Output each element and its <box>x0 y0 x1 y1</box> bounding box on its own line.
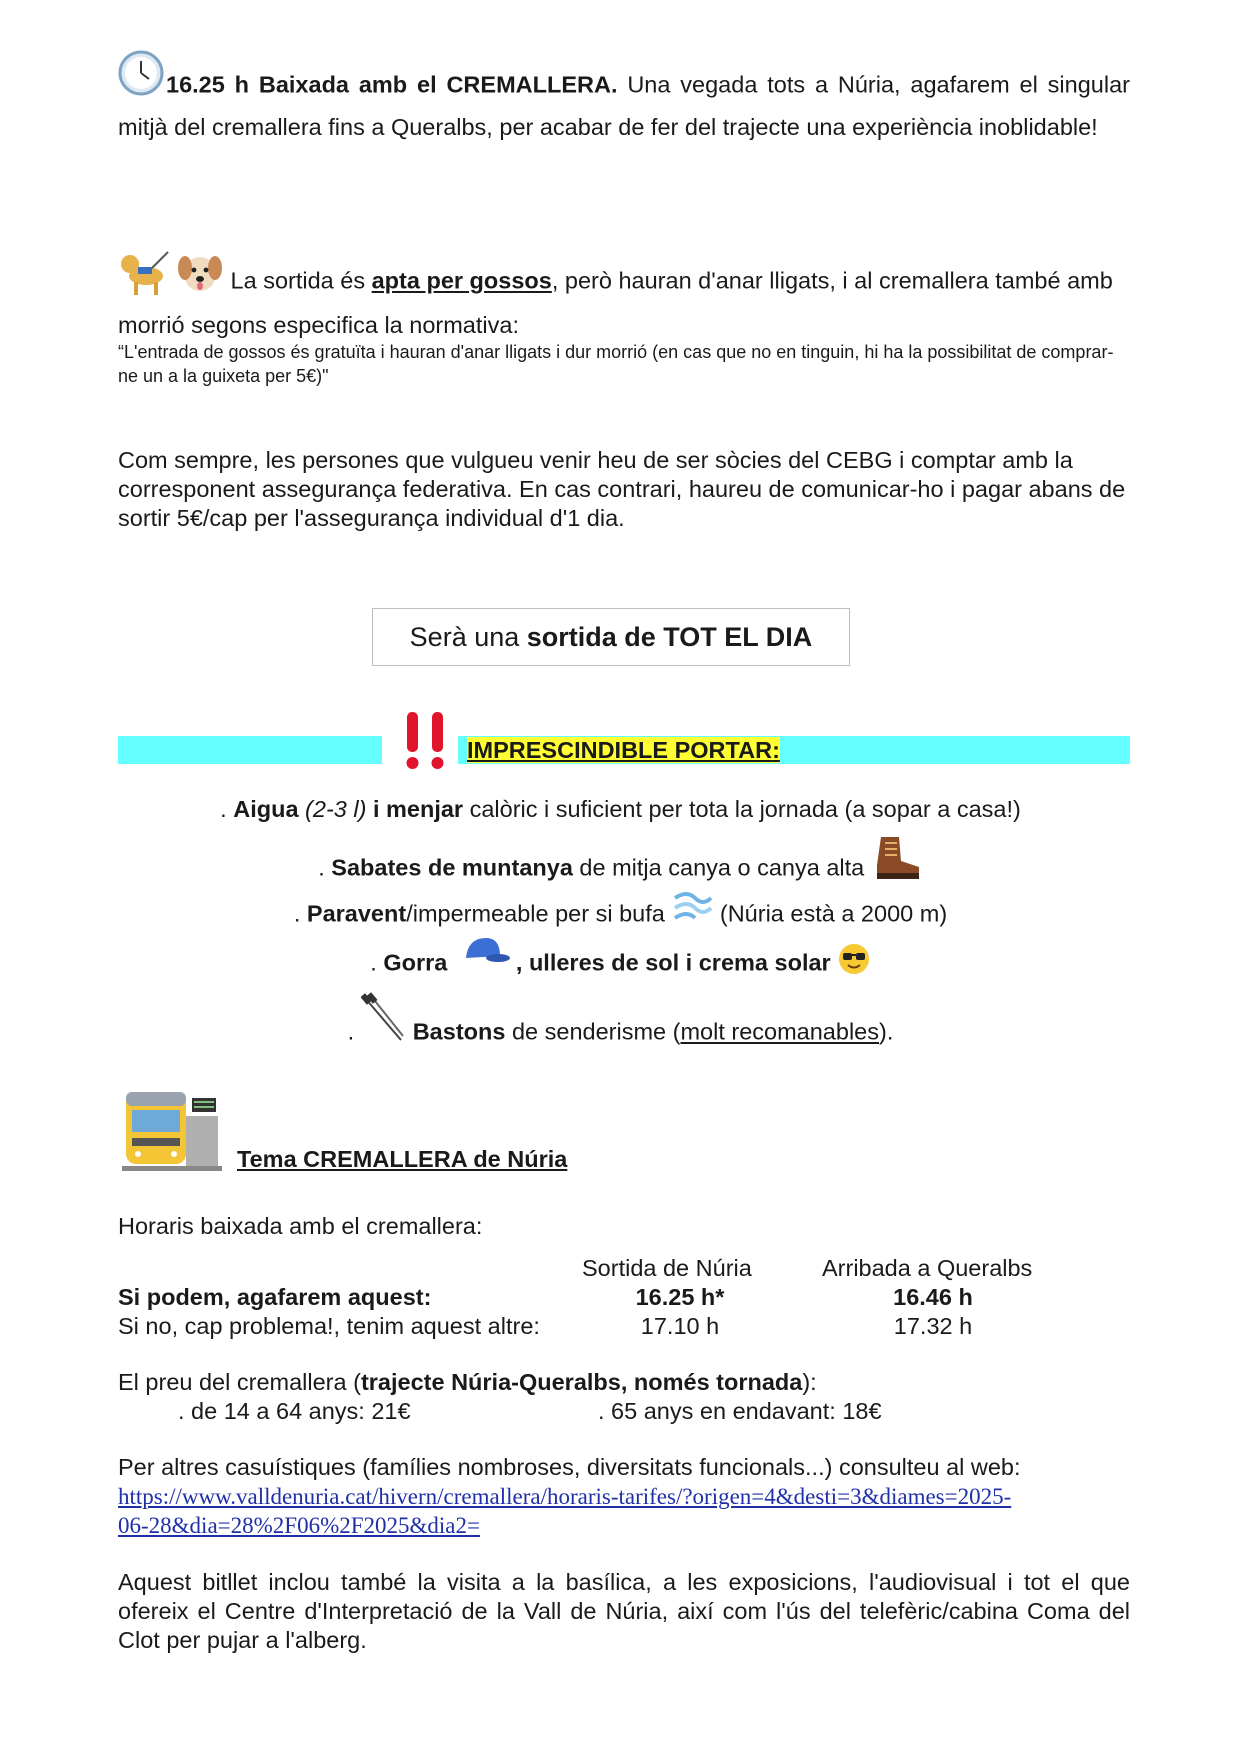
cremallera-section-heading: Tema CREMALLERA de Núria <box>237 1146 568 1172</box>
dogs-regulation-quote: “L'entrada de gossos és gratuïta i hauran d'anar lligats i dur morrió (en cas que no en tinguin, hi ha la possibilitat de comprar-ne un a la guixeta per 5€)" <box>118 342 1114 386</box>
bullet-dot: . <box>370 949 384 976</box>
row-arrival-primary: 16.46 h <box>893 1284 973 1310</box>
web-intro: Per altres casuístiques (famílies nombroses, diversitats funcionals...) consulteu al web: <box>118 1454 1021 1480</box>
sunglasses-face-icon <box>837 942 871 983</box>
ticket-paragraph: Aquest bitllet inclou també la visita a la basílica, a les exposicions, l'audiovisual i tot el que ofereix el Centre d'Interpretació de la Vall de Núria, així com l'ús del telefèric/cabina Coma del Clot per pujar a l'alberg. <box>118 1569 1130 1653</box>
price-heading <box>118 1368 817 1397</box>
bullet-dot: . <box>220 796 234 822</box>
paragraph-cremallera-descent <box>118 60 1130 142</box>
all-day-bold: sortida de TOT EL DIA <box>526 622 813 652</box>
clock-icon <box>118 50 164 103</box>
price-adult: . de 14 a 64 anys: 21€ <box>178 1398 411 1424</box>
item-italic: (2-3 l) <box>298 796 367 822</box>
item-underlined: molt recomanables <box>680 1018 879 1045</box>
highlight-bar-left <box>118 736 382 764</box>
imprescindible-title: IMPRESCINDIBLE PORTAR <box>467 737 773 763</box>
item-bold: Paravent <box>306 900 407 927</box>
boot-icon <box>871 835 923 888</box>
item-bold: Gorra <box>383 949 454 976</box>
item-boots <box>0 843 1241 896</box>
row-label-primary <box>118 1283 431 1312</box>
item-text: ). <box>879 1018 894 1045</box>
wind-icon <box>671 888 713 935</box>
item-text: calòric i suficient per tota la jornada (a sopar a casa!) <box>463 796 1021 822</box>
exclamation-icon <box>402 710 454 777</box>
cap-icon <box>460 934 510 975</box>
dogs-allowed-emphasis: apta per gossos <box>371 267 552 294</box>
trekking-poles-icon <box>361 992 407 1051</box>
price-senior: . 65 anys en endavant: 18€ <box>598 1398 882 1424</box>
col-header-arrival: Arribada a Queralbs <box>822 1255 1033 1281</box>
item-bold: Aigua <box>233 796 299 822</box>
item-windbreaker <box>0 892 1241 939</box>
insurance-paragraph: Com sempre, les persones que vulgueu venir heu de ser sòcies del CEBG i comptar amb la corresponent assegurança federativa. En cas contrari, haureu de comunicar-ho i pagar abans de sortir 5€/cap per l'assegurança individual d'1 dia. <box>118 447 1126 531</box>
bullet-dot: . <box>347 1018 361 1045</box>
bullet-dot: . <box>293 900 307 927</box>
dog-face-icon <box>176 248 224 305</box>
item-text: de senderisme ( <box>505 1018 681 1045</box>
imprescindible-colon: : <box>772 737 780 763</box>
time-heading: 16.25 h Baixada amb el CREMALLERA. <box>166 71 618 98</box>
col-header-departure: Sortida de Núria <box>582 1255 752 1281</box>
item-water-food <box>0 794 1241 824</box>
dogs-text-pre: La sortida és <box>224 267 372 294</box>
item-text: (Núria està a 2000 m) <box>713 900 948 927</box>
item-text: de mitja canya o canya alta <box>572 854 871 881</box>
item-text: /impermeable per si bufa <box>406 900 672 927</box>
item-bold: , ulleres de sol i crema solar <box>515 949 831 976</box>
imprescindible-heading <box>467 737 780 764</box>
row-departure-primary: 16.25 h* <box>635 1284 725 1310</box>
price-text-bold: trajecte Núria-Queralbs, només tornada <box>360 1369 803 1395</box>
row-label-text: Si podem, agafarem aquest: <box>118 1284 432 1310</box>
dogs-text-post: , però hauran d'anar lligats, i al cremallera també amb morrió segons especifica la normativa: <box>118 267 1113 338</box>
item-cap-sunglasses <box>0 944 1241 985</box>
all-day-notice-box <box>372 608 850 666</box>
item-bold: Sabates de muntanya <box>331 854 573 881</box>
tariffs-link-line2[interactable]: 06-28&dia=28%2F06%2F2025&dia2= <box>118 1513 480 1538</box>
train-icon <box>122 1086 222 1179</box>
price-text-pre: El preu del cremallera ( <box>118 1369 361 1395</box>
guide-dog-icon <box>118 248 172 305</box>
horaris-title: Horaris baixada amb el cremallera: <box>118 1213 483 1239</box>
item-bold: i menjar <box>366 796 464 822</box>
tariffs-link[interactable] <box>118 1482 1130 1540</box>
bullet-dot: . <box>318 854 332 881</box>
item-poles <box>0 1004 1241 1063</box>
row-departure-alternative: 17.10 h <box>640 1313 720 1339</box>
row-label-alternative: Si no, cap problema!, tenim aquest altre: <box>118 1313 540 1339</box>
item-bold: Bastons <box>412 1018 506 1045</box>
paragraph-text: Una vegada tots a Núria, agafarem el singular mitjà del cremallera fins a Queralbs, per acabar de fer del trajecte una experiència inoblidable! <box>118 71 1130 140</box>
tariffs-link-line1[interactable]: https://www.valldenuria.cat/hivern/cremallera/horaris-tarifes/?origen=4&desti=3&diames=2025- <box>118 1484 1012 1509</box>
dogs-paragraph <box>118 254 1130 388</box>
row-arrival-alternative: 17.32 h <box>893 1313 973 1339</box>
all-day-pre: Serà una <box>409 622 527 652</box>
price-text-post: ): <box>802 1369 817 1395</box>
